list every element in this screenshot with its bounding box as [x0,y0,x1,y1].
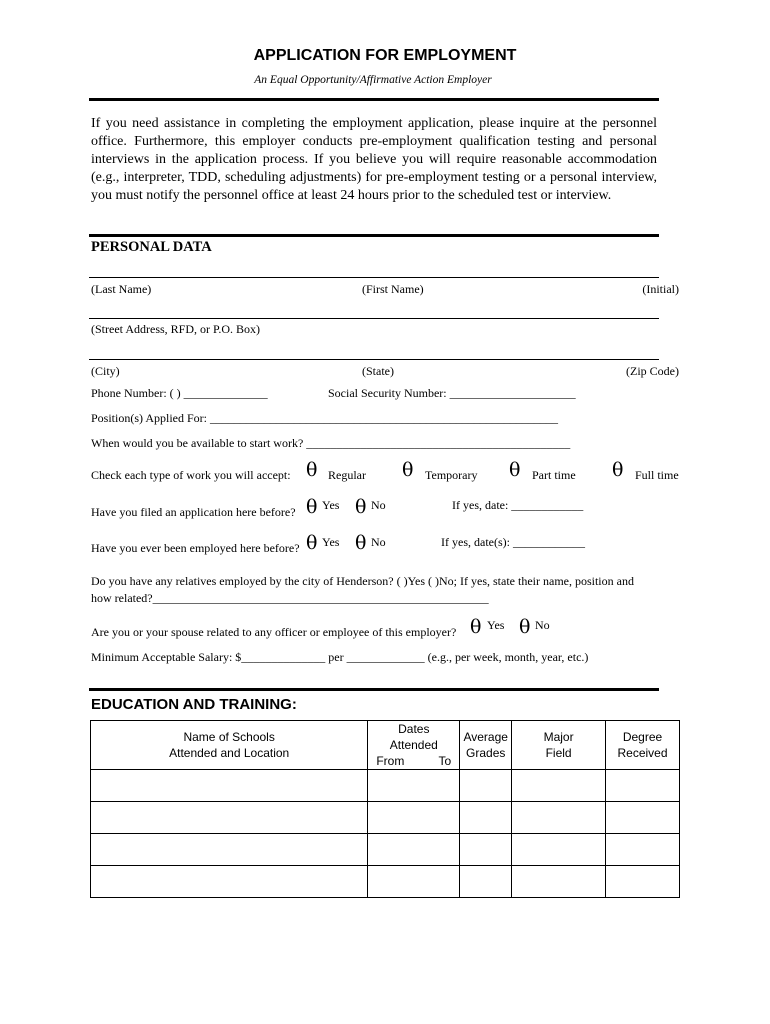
grades-cell[interactable] [460,802,512,834]
dates-column-header: Dates Attended From To [368,721,460,770]
filed-no-radio-icon[interactable]: θ [355,496,367,518]
degree-cell[interactable] [606,834,680,866]
dates-cell[interactable] [368,866,460,898]
employed-no-radio-icon[interactable]: θ [355,532,367,554]
spouse-related-label: Are you or your spouse related to any officer or employee of this employer? [91,625,457,639]
positions-field[interactable]: Position(s) Applied For: __________________________________________________________ [91,411,559,425]
average-grades-column-header: Average Grades [460,721,512,770]
employed-yes-label: Yes [322,535,340,549]
relatives-question: Do you have any relatives employed by the city of Henderson? ( )Yes ( )No; If yes, state their name, position and [91,574,634,588]
major-cell[interactable] [512,834,606,866]
filed-date-field[interactable]: If yes, date: ____________ [452,498,584,512]
full-time-radio-icon[interactable]: θ [612,459,624,481]
grades-cell[interactable] [460,770,512,802]
employed-yes-radio-icon[interactable]: θ [306,532,318,554]
employed-before-label: Have you ever been employed here before? [91,541,300,555]
last-name-label: (Last Name) [91,282,152,296]
street-label: (Street Address, RFD, or P.O. Box) [91,322,261,336]
to-label: To [438,754,452,768]
spouse-no-label: No [535,618,550,632]
major-cell[interactable] [512,802,606,834]
state-label: (State) [362,364,394,378]
table-row [91,770,680,802]
education-header-row [91,721,680,770]
name-line[interactable] [89,277,659,278]
personal-data-heading: PERSONAL DATA [91,239,212,255]
filed-before-label: Have you filed an application here before? [91,505,296,519]
regular-radio-icon[interactable]: θ [306,459,318,481]
spouse-yes-label: Yes [487,618,505,632]
table-row [91,802,680,834]
school-cell[interactable] [91,770,368,802]
dates-cell[interactable] [368,834,460,866]
full-time-label: Full time [635,468,679,482]
degree-cell[interactable] [606,866,680,898]
school-cell[interactable] [91,802,368,834]
part-time-label: Part time [532,468,576,482]
table-row [91,834,680,866]
employed-no-label: No [371,535,386,549]
street-line[interactable] [89,318,659,319]
ssn-field[interactable]: Social Security Number: _____________________ [328,386,576,400]
spouse-yes-radio-icon[interactable]: θ [470,616,482,638]
intro-paragraph: If you need assistance in completing the employment application, please inquire at the personnel office. Furthermore, this employer conducts pre-employment qualification testing and personal interviews in the application process. If you believe you will require reasonable accommodation (e.g., interpreter, TDD, scheduling adjustments) for pre-employment testing or a personal interview, you must notify the personnel office at least 24 hours prior to the scheduled test or interview. [91,116,657,203]
spouse-no-radio-icon[interactable]: θ [519,616,531,638]
major-field-column-header: Major Field [512,721,606,770]
dates-cell[interactable] [368,802,460,834]
city-label: (City) [91,364,120,378]
regular-label: Regular [328,468,366,482]
part-time-radio-icon[interactable]: θ [509,459,521,481]
minimum-salary-field[interactable]: Minimum Acceptable Salary: $______________ per _____________ (e.g., per week, month, year, etc.) [91,650,589,664]
major-cell[interactable] [512,866,606,898]
filed-no-label: No [371,498,386,512]
employed-dates-field[interactable]: If yes, date(s): ____________ [441,535,585,549]
work-type-label: Check each type of work you will accept: [91,468,291,482]
first-name-label: (First Name) [362,282,424,296]
grades-cell[interactable] [460,866,512,898]
school-cell[interactable] [91,834,368,866]
filed-yes-radio-icon[interactable]: θ [306,496,318,518]
degree-cell[interactable] [606,802,680,834]
education-table [90,720,680,898]
start-date-field[interactable]: When would you be available to start work? ____________________________________________ [91,436,571,450]
table-row [91,866,680,898]
header-divider [89,98,659,101]
filed-yes-label: Yes [322,498,340,512]
school-column-header: Name of Schools Attended and Location [91,721,368,770]
education-heading: EDUCATION AND TRAINING: [91,696,297,713]
degree-received-column-header: Degree Received [606,721,680,770]
degree-cell[interactable] [606,770,680,802]
school-cell[interactable] [91,866,368,898]
relatives-how-related-field[interactable]: how related?________________________________________________________ [91,591,489,605]
major-cell[interactable] [512,770,606,802]
city-line[interactable] [89,359,659,360]
initial-label: (Initial) [642,282,679,296]
education-divider [89,688,659,691]
phone-field[interactable]: Phone Number: ( ) ______________ [91,386,268,400]
zip-label: (Zip Code) [626,364,679,378]
temporary-radio-icon[interactable]: θ [402,459,414,481]
dates-cell[interactable] [368,770,460,802]
from-label: From [376,754,405,768]
temporary-label: Temporary [425,468,478,482]
grades-cell[interactable] [460,834,512,866]
intro-divider [89,234,659,237]
page-subtitle: An Equal Opportunity/Affirmative Action Employer [254,74,492,86]
page-title: APPLICATION FOR EMPLOYMENT [253,47,517,64]
